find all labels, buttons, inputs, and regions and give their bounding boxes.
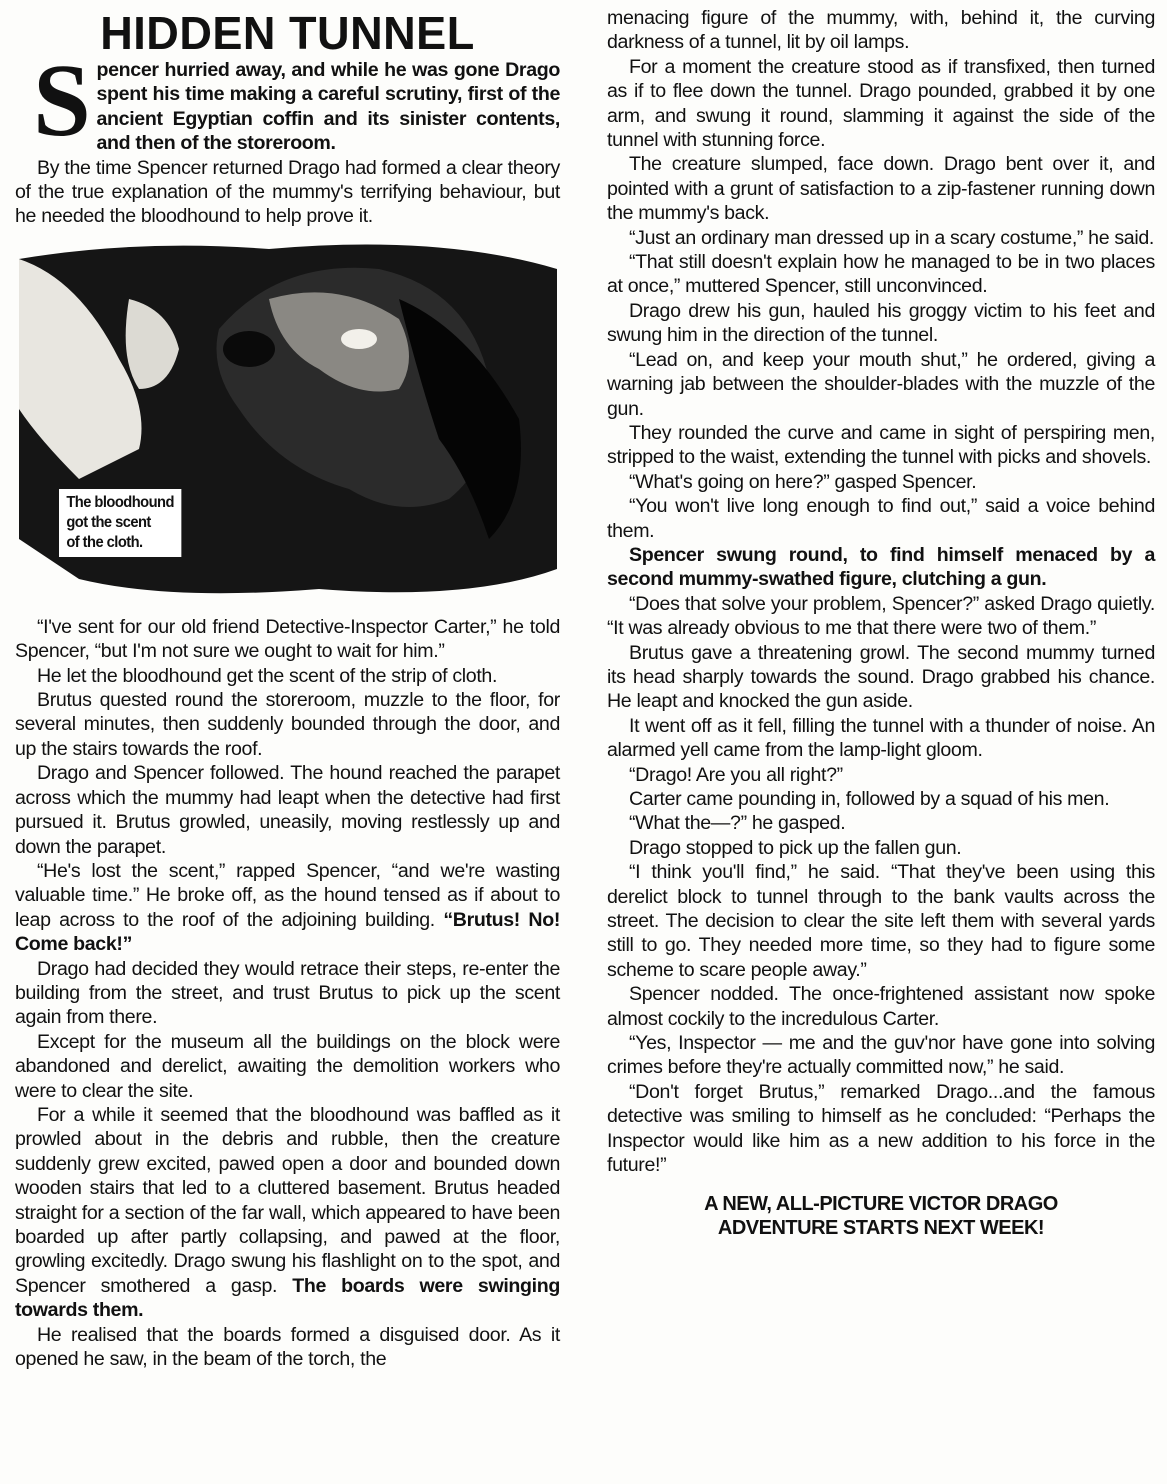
story-paragraph	[607, 226, 1155, 250]
bold-text: The boards were swinging towards them.	[15, 1274, 560, 1322]
story-paragraph	[607, 494, 1155, 543]
caption-line-3: of the cloth.	[66, 533, 143, 551]
text-run: The creature slumped, face down. Drago bent over it, and pointed with a grunt of satisfaction to a zip-fastener running down the mummy's back.	[607, 153, 1155, 225]
text-run: For a while it seemed that the bloodhound was baffled as it prowled about in the debris and rubble, then the creature suddenly grew excited, pawed open a door and bounded down wooden stairs that led to a cluttered basement. Brutus headed straight for a section of the far wall, which appeared to have been boarded up after partly collapsing, and pawed at the floor, growling excitedly. Drago swung his flashlight on to the spot, and Spencer smothered a gasp.	[15, 1103, 560, 1297]
story-paragraph	[607, 860, 1155, 982]
story-paragraph	[607, 787, 1155, 811]
story-paragraph	[607, 836, 1155, 860]
story-paragraph	[15, 1103, 560, 1323]
text-run: Except for the museum all the buildings on the block were abandoned and derelict, awaiting the demolition workers who were to clear the site.	[15, 1030, 560, 1102]
text-run: “Don't forget Brutus,” remarked Drago...and the famous detective was smiling to himself as he concluded: “Perhaps the Inspector would like him as a new addition to his force in the future!”	[607, 1080, 1155, 1177]
text-run: He let the bloodhound get the scent of the strip of cloth.	[37, 664, 498, 687]
story-paragraph	[607, 543, 1155, 592]
story-paragraph	[607, 299, 1155, 348]
text-run: “Does that solve your problem, Spencer?” asked Drago quietly. “It was already obvious to me that there were two of them.”	[607, 592, 1155, 640]
story-paragraph	[607, 348, 1155, 421]
text-run: “Yes, Inspector — me and the guv'nor have gone into solving crimes before they're actually committed now,” he said.	[607, 1032, 1155, 1079]
story-paragraph	[607, 6, 1155, 55]
story-paragraph	[15, 43, 560, 158]
text-run: Drago stopped to pick up the fallen gun.	[629, 836, 962, 859]
text-run: Carter came pounding in, followed by a squad of his men.	[629, 788, 1110, 810]
footer-line-2: ADVENTURE STARTS NEXT WEEK!	[717, 1216, 1045, 1239]
text-run: Drago had decided they would retrace their steps, re-enter the building from the street, and trust Brutus to pick up the scent again from there.	[15, 957, 560, 1029]
bloodhound-illustration	[19, 239, 557, 601]
text-run: “Just an ordinary man dressed up in a scary costume,” he said.	[629, 226, 1155, 249]
story-paragraph	[607, 1080, 1155, 1178]
text-run: “That still doesn't explain how he managed to be in two places at once,” muttered Spencer, still unconvinced.	[607, 251, 1155, 298]
story-paragraph	[607, 982, 1155, 1031]
story-paragraph	[15, 761, 560, 859]
right-column	[607, 6, 1155, 1240]
left-column	[15, 0, 560, 1371]
story-paragraph	[15, 664, 560, 688]
story-paragraph	[15, 1030, 560, 1103]
bold-text: Spencer swung round, to find himself menaced by a second mummy-swathed figure, clutching a gun.	[607, 543, 1155, 591]
story-paragraph	[607, 152, 1155, 225]
text-run: By the time Spencer returned Drago had formed a clear theory of the true explanation of the mummy's terrifying behaviour, but he needed the bloodhound to help prove it.	[15, 156, 560, 228]
story-paragraph	[607, 811, 1155, 835]
footer-line-1: A NEW, ALL-PICTURE VICTOR DRAGO	[704, 1192, 1058, 1215]
headline: HIDDEN TUNNEL	[100, 7, 475, 59]
story-paragraph	[607, 592, 1155, 641]
story-paragraph	[607, 250, 1155, 299]
story-paragraph	[15, 957, 560, 1030]
story-paragraph	[15, 859, 560, 957]
text-run: Drago and Spencer followed. The hound reached the parapet across which the mummy had leapt when the detective had first pursued it. Brutus growled, uneasily, moving restlessly up and down the parapet.	[15, 762, 560, 858]
story-paragraph	[607, 470, 1155, 494]
story-paragraph	[15, 688, 560, 761]
story-paragraph	[607, 1031, 1155, 1080]
text-run: menacing figure of the mummy, with, behind it, the curving darkness of a tunnel, lit by oil lamps.	[607, 7, 1155, 54]
text-run: “Lead on, and keep your mouth shut,” he ordered, giving a warning jab between the shoulder-blades with the muzzle of the gun.	[607, 348, 1155, 420]
text-run: “I've sent for our old friend Detective-Inspector Carter,” he told Spencer, “but I'm not sure we ought to wait for him.”	[15, 615, 560, 663]
text-run: Brutus gave a threatening growl. The second mummy turned its head sharply towards the sound. Drago grabbed his chance. He leapt and knocked the gun aside.	[607, 641, 1155, 713]
text-run: Brutus quested round the storeroom, muzzle to the floor, for several minutes, then suddenly bounded through the door, and up the stairs towards the roof.	[15, 689, 560, 760]
text-run: “What's going on here?” gasped Spencer.	[629, 470, 977, 493]
text-run: Drago drew his gun, hauled his groggy victim to his feet and swung him in the direction of the tunnel.	[607, 299, 1155, 347]
text-run: He realised that the boards formed a disguised door. As it opened he saw, in the beam of the torch, the	[15, 1323, 560, 1371]
story-paragraph	[15, 156, 560, 229]
story-paragraph	[607, 421, 1155, 470]
story-paragraph	[15, 615, 560, 664]
bold-text: pencer hurried away, and while he was gone Drago spent his time making a careful scrutiny, first of the ancient Egyptian coffin and its sinister contents, and then of the storeroom.	[96, 59, 560, 155]
drop-cap: S	[33, 43, 91, 158]
text-run: They rounded the curve and came in sight of perspiring men, stripped to the waist, extending the tunnel with picks and shovels.	[607, 421, 1155, 469]
caption-line-1: The bloodhound	[66, 493, 174, 511]
story-paragraph	[607, 714, 1155, 763]
text-run: “Drago! Are you all right?”	[629, 763, 843, 786]
text-run: For a moment the creature stood as if transfixed, then turned as if to flee down the tunnel. Drago pounded, grabbed it by one arm, and swung it round, slamming it against the side of the tunnel with stunning force.	[607, 55, 1155, 152]
text-run: “What the—?” he gasped.	[629, 812, 846, 835]
text-run: It went off as it fell, filling the tunnel with a thunder of noise. An alarmed yell came from the lamp-light gloom.	[607, 714, 1155, 762]
illustration-caption	[59, 489, 181, 557]
next-week-notice	[607, 1192, 1155, 1240]
text-run: “I think you'll find,” he said. “That they've been using this derelict block to tunnel through to the bank vaults across the street. The decision to clear the site left them with several yards still to go. They needed more time, so they had to figure some scheme to scare people away.”	[607, 861, 1155, 981]
caption-line-2: got the scent	[66, 513, 151, 531]
story-paragraph	[607, 641, 1155, 714]
text-run: “You won't live long enough to find out,” said a voice behind them.	[607, 495, 1155, 542]
text-run: “He's lost the scent,” rapped Spencer, “and we're wasting valuable time.” He broke off, as the hound tensed as if about to leap across to the roof of the adjoining building.	[15, 859, 560, 931]
text-run: Spencer nodded. The once-frightened assistant now spoke almost cockily to the incredulous Carter.	[607, 983, 1155, 1030]
bold-text: “Brutus! No! Come back!”	[15, 908, 561, 956]
story-paragraph	[607, 763, 1155, 787]
story-paragraph	[607, 55, 1155, 153]
story-paragraph	[15, 1323, 560, 1372]
